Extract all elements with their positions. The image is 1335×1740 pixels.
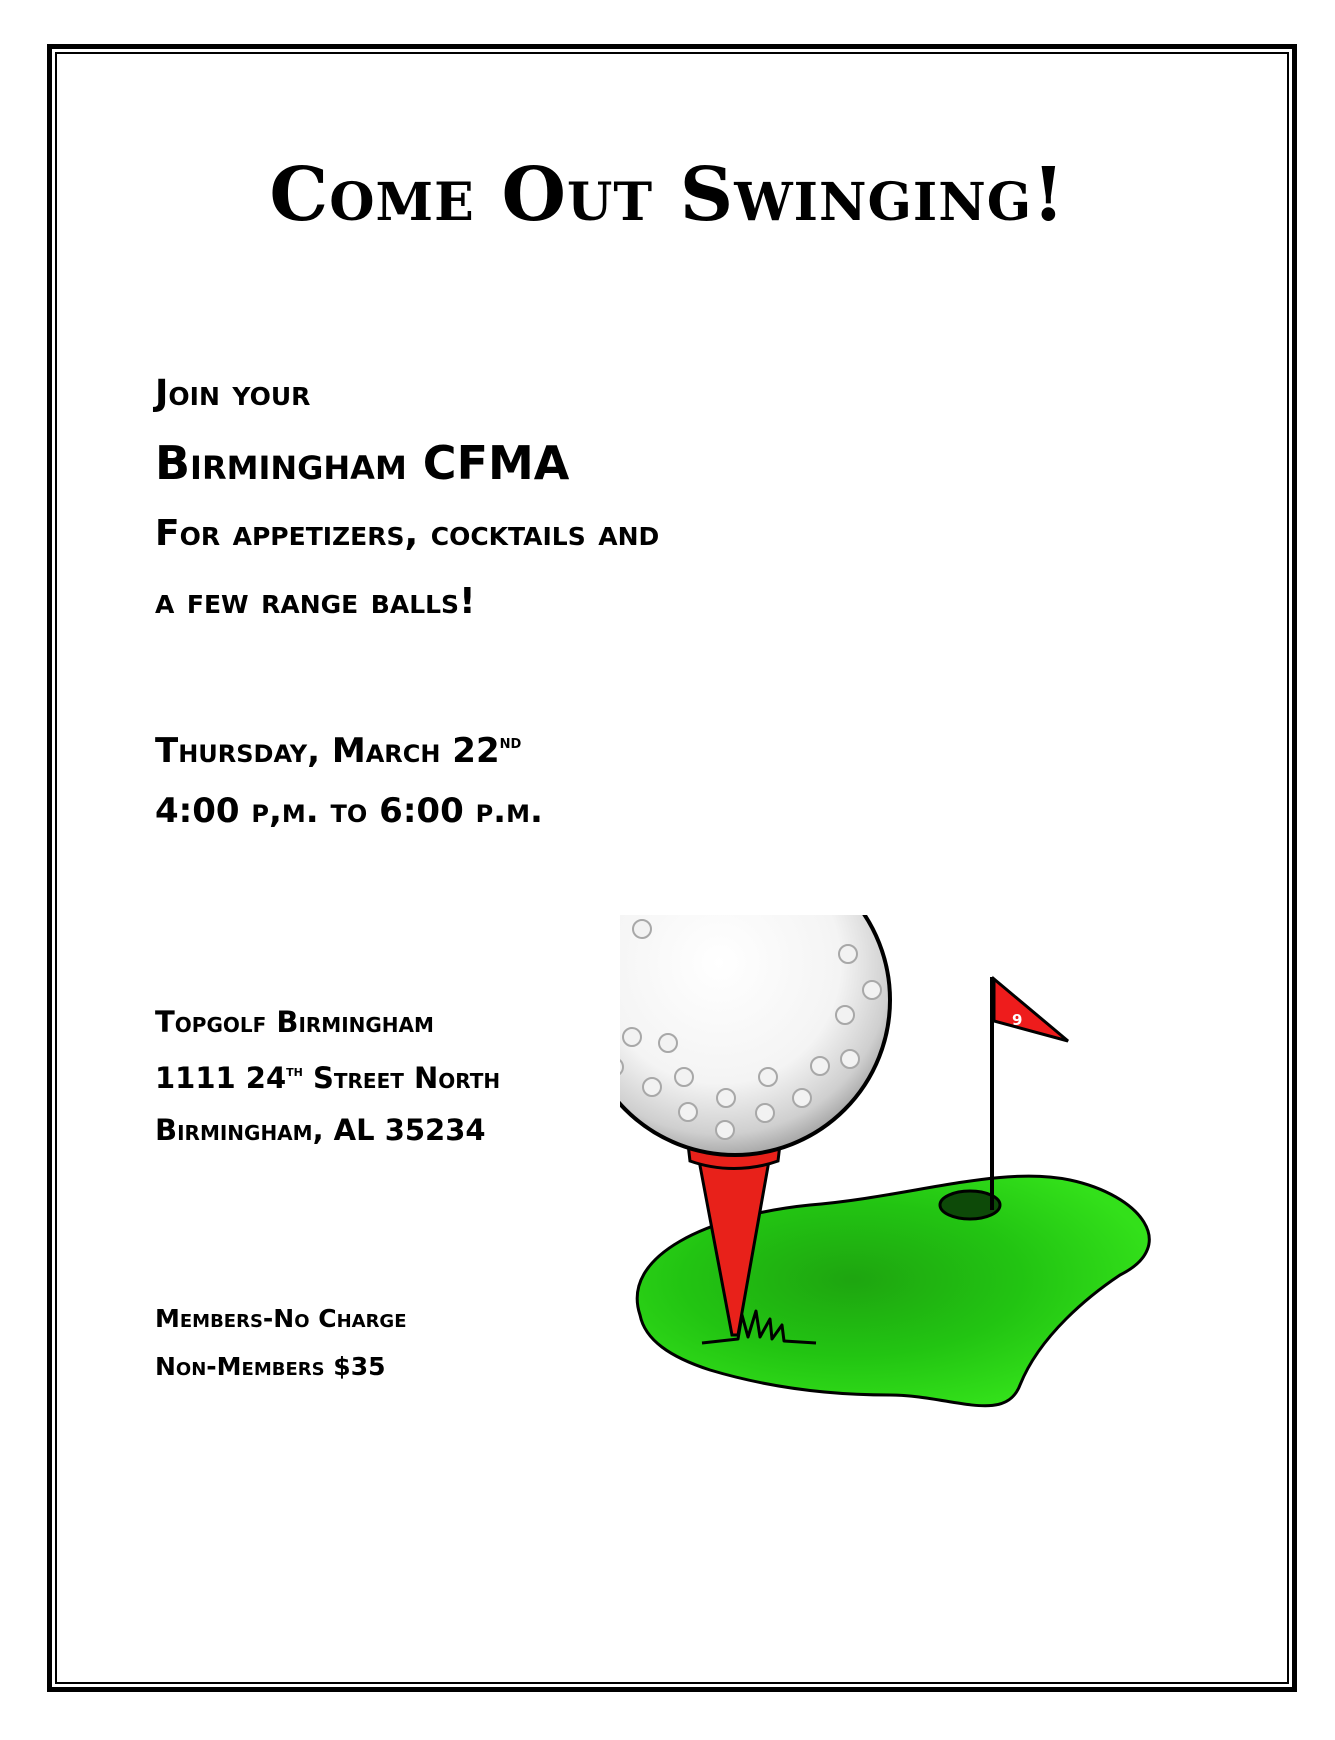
members-price: Members-No Charge xyxy=(155,1304,407,1333)
flag-icon xyxy=(994,979,1068,1041)
street-number-suffix: th xyxy=(286,1061,303,1080)
venue-city: Birmingham, AL 35234 xyxy=(155,1113,486,1147)
flag-number: 9 xyxy=(1012,1011,1023,1029)
flyer-title: Come Out Swinging! xyxy=(269,152,1066,238)
nonmembers-price: Non-Members $35 xyxy=(155,1352,386,1381)
event-time: 4:00 p,m. to 6:00 p.m. xyxy=(155,791,543,831)
venue-street xyxy=(155,1060,501,1095)
event-date-text: Thursday, March 22 xyxy=(155,731,500,772)
intro-line-appetizers: For appetizers, cocktails and xyxy=(155,513,660,554)
street-name: Street North xyxy=(302,1060,501,1095)
venue-name: Topgolf Birmingham xyxy=(155,1005,434,1039)
intro-line-range-balls: a few range balls! xyxy=(155,581,476,622)
event-date-suffix: nd xyxy=(499,732,522,753)
intro-line-join: Join your xyxy=(155,373,311,414)
golf-illustration xyxy=(620,915,1260,1565)
street-number: 1111 24 xyxy=(155,1060,287,1095)
organization-name: Birmingham CFMA xyxy=(155,436,570,490)
event-date xyxy=(155,731,522,772)
